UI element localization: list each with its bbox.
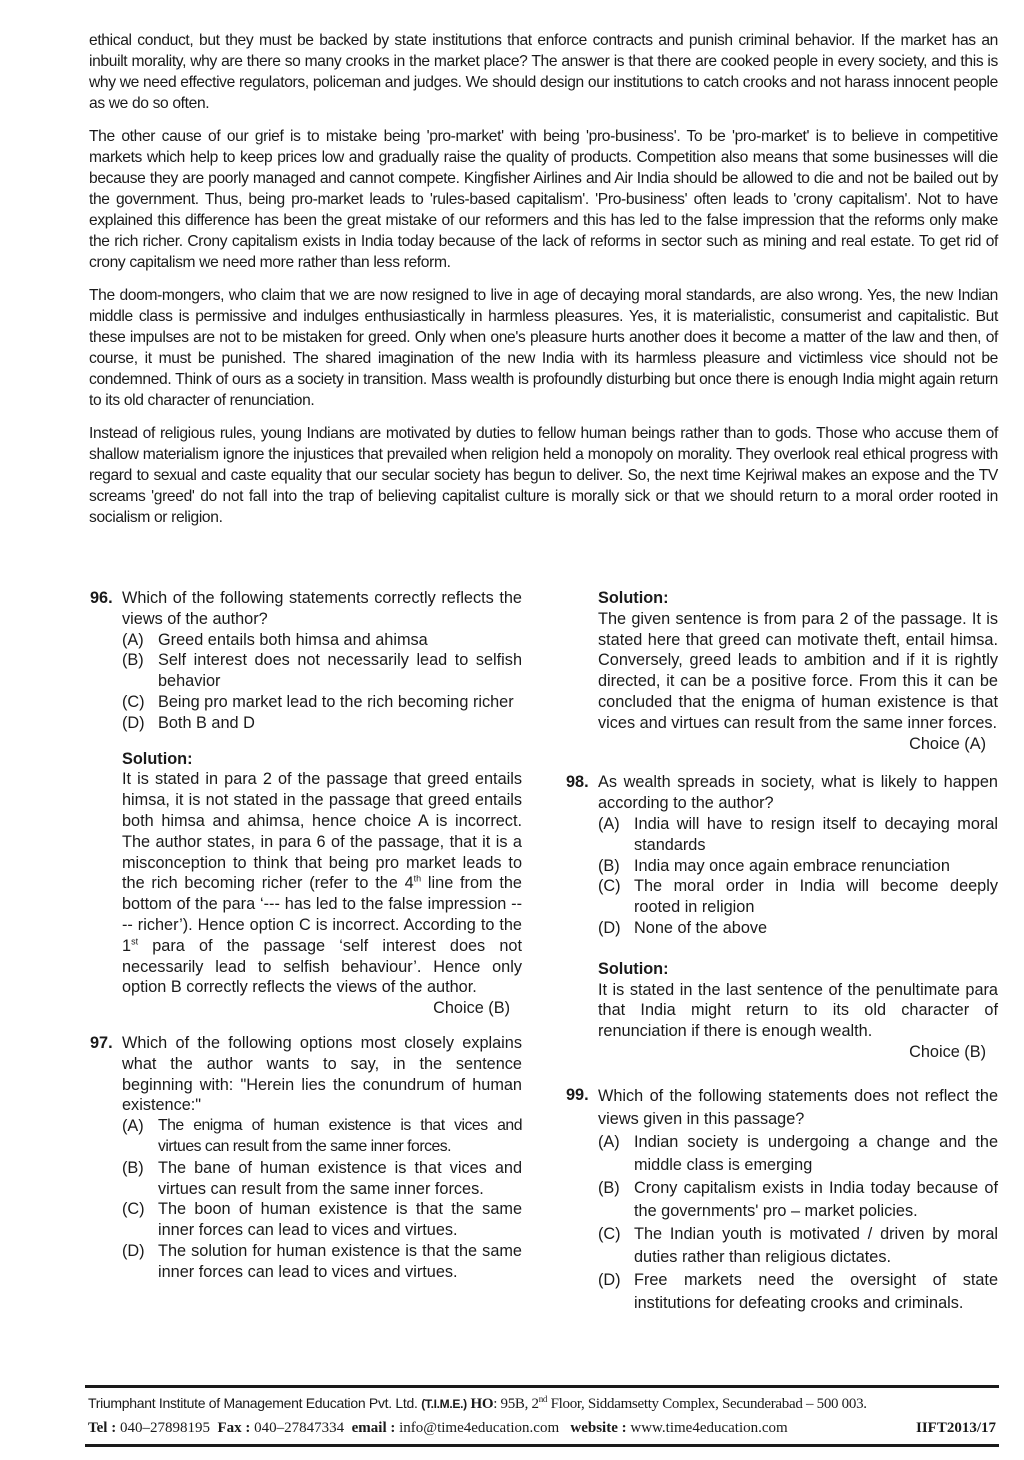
question-text: Which of the following options most closely explains what the author wants to say, in the sentence beginning with: "Herein lies the conundrum of human existence:" xyxy=(122,1033,522,1115)
option-c: (C) The moral order in India will become deeply rooted in religion xyxy=(598,877,998,917)
passage xyxy=(89,30,998,540)
option-b: (B) The bane of human existence is that vices and virtues can result from the same inner forces. xyxy=(122,1158,522,1198)
answer-choice: Choice (B) xyxy=(909,1042,986,1061)
solution-98 xyxy=(598,959,998,1063)
option-c: (C) Being pro market lead to the rich becoming richer xyxy=(122,692,514,711)
website-link[interactable]: www.time4education.com xyxy=(630,1420,788,1436)
passage-paragraph: ethical conduct, but they must be backed by state institutions that enforce contracts and punish criminal behavior. If the market has an inbuilt morality, why are there so many crooks in the market place? The answer is that there are cooked people in every society, and this is why we need effective regulators, policeman and judges. We should design our institutions to catch crooks and not harass innocent people as we do so often. xyxy=(89,32,998,112)
page-footer xyxy=(85,1385,999,1447)
footer-address-line: Triumphant Institute of Management Education Pvt. Ltd. (T.I.M.E.) HO: 95B, 2nd Floor, Siddamsetty Complex, Secunderabad – 500 003. xyxy=(88,1394,867,1412)
question-text: Which of the following statements does not reflect the views given in this passage? xyxy=(598,1086,998,1128)
option-a: (A) The enigma of human existence is that vices and virtues can result from the same inner forces. xyxy=(122,1117,522,1155)
option-a: (A) Indian society is undergoing a change and the middle class is emerging xyxy=(598,1132,998,1174)
option-d: (D) None of the above xyxy=(598,918,768,937)
right-column xyxy=(566,588,998,1315)
option-d: (D) Both B and D xyxy=(122,713,255,732)
question-text: Which of the following statements correctly reflects the views of the author? xyxy=(122,589,522,628)
answer-choice: Choice (A) xyxy=(909,734,986,753)
solution-96 xyxy=(122,749,522,1019)
question-number: 96. xyxy=(90,589,113,607)
question-97 xyxy=(90,1033,522,1283)
solution-heading: Solution: xyxy=(122,749,193,768)
solution-97 xyxy=(598,588,998,754)
question-text: As wealth spreads in society, what is likely to happen according to the author? xyxy=(598,773,998,813)
option-d: (D) Free markets need the oversight of state institutions for defeating crooks and criminals. xyxy=(598,1270,998,1312)
answer-choice: Choice (B) xyxy=(433,999,510,1018)
passage-paragraph: Instead of religious rules, young Indians are motivated by duties to fellow human beings rather than to gods. Those who accuse them of shallow materialism ignore the injustices that prevailed when religion held a monopoly on morality. They overlook real ethical progress with regard to sexual and caste equality that our secular society has begun to deliver. So, the next time Kejriwal makes an expose and the TV screams 'greed' do not fall into the trap of believing capitalist culture is morally sick or that we should return to a moral order rooted in socialism or religion. xyxy=(89,425,998,526)
option-b: (B) India may once again embrace renunciation xyxy=(598,856,950,875)
solution-heading: Solution: xyxy=(598,589,669,607)
option-d: (D) The solution for human existence is that the same inner forces can lead to vices and virtues. xyxy=(122,1241,522,1281)
option-b: (B) Self interest does not necessarily lead to selfish behavior xyxy=(122,651,522,691)
question-98 xyxy=(566,772,998,938)
left-column xyxy=(90,588,522,1283)
option-b: (B) Crony capitalism exists in India today because of the governments' pro – market policies. xyxy=(598,1178,998,1220)
question-number: 99. xyxy=(566,1085,589,1104)
solution-text: It is stated in the last sentence of the penultimate para that India might return to its old character of renunciation if there is enough wealth. xyxy=(598,980,998,1041)
passage-paragraph: The other cause of our grief is to mistake being 'pro-market' with being 'pro-business'. To be 'pro-market' is to believe in competitive markets which help to keep prices low and gradually raise the quality of products. Competition also means that some businesses will die because they are poorly managed and cannot compete. Kingfisher Airlines and Air India should be allowed to die and not be bailed out by the government. Thus, being pro-market leads to 'rules-based capitalism'. 'Pro-business' often leads to 'crony capitalism'. Not to have explained this difference has been the great mistake of our reformers and this has led to the false impression that the reforms only make the rich richer. Crony capitalism exists in India today because of the lack of reforms in sector such as mining and real estate. To get rid of crony capitalism we need more rather than less reform. xyxy=(89,128,998,271)
question-96 xyxy=(90,588,522,734)
passage-paragraph: The doom-mongers, who claim that we are now resigned to live in age of decaying moral standards, are also wrong. Yes, the new Indian middle class is permissive and indulges enthusiastically in harmless pleasures. Yes, it is materialistic, consumerist and capitalistic. But these impulses are not to be mistaken for greed. Only when one's pleasure hurts another does it become a matter of the law and then, of course, it must be punished. The shared imagination of the new India with its harmless pleasure and victimless vice should not be condemned. Think of ours as a society in transition. Mass wealth is profoundly disturbing but once there is enough India might again return to its old character of renunciation. xyxy=(89,287,998,409)
fax: 040–27847334 xyxy=(254,1420,345,1436)
page-code: IIFT2013/17 xyxy=(915,1420,996,1436)
company-abbr: (T.I.M.E.) xyxy=(421,1397,467,1411)
option-a: (A) Greed entails both himsa and ahimsa xyxy=(122,630,428,649)
solution-text: The given sentence is from para 2 of the passage. It is stated here that greed can motivate theft, entail himsa. Conversely, greed leads to ambition and if it is rightly directed, it can be a positive force. From this it can be concluded that the enigma of human existence is that vices and virtues can result from the same inner forces. xyxy=(598,609,998,732)
email-link[interactable]: info@time4education.com xyxy=(399,1420,560,1436)
question-number: 98. xyxy=(566,773,589,792)
option-c: (C) The Indian youth is motivated / driven by moral duties rather than religious dictates. xyxy=(598,1224,998,1266)
option-c: (C) The boon of human existence is that the same inner forces can lead to vices and virtues. xyxy=(122,1200,522,1240)
ho-label: HO xyxy=(470,1396,494,1412)
footer-contact-line: Tel : 040–27898195 Fax : 040–27847334 email : info@time4education.com website : www.time4education.com IIFT2013/17 xyxy=(88,1417,996,1439)
question-number: 97. xyxy=(90,1033,113,1052)
company-name: Triumphant Institute of Management Education Pvt. Ltd. xyxy=(88,1395,418,1411)
telephone: 040–27898195 xyxy=(119,1420,210,1436)
option-a: (A) India will have to resign itself to decaying moral standards xyxy=(598,814,998,854)
question-99 xyxy=(566,1085,998,1315)
solution-heading: Solution: xyxy=(598,959,669,978)
solution-text: It is stated in para 2 of the passage that greed entails himsa, it is not stated in the passage that greed entails both himsa and ahimsa, hence choice A is incorrect. The author states, in para 6 of the passage, that it is a misconception to think that being pro market leads to the rich becoming richer (refer to the 4th line from the bottom of the para ‘--- has led to the false impression ---- richer’). Hence option C is incorrect. According to the 1st para of the passage ‘self interest does not necessarily lead to selfish behaviour’. Hence only option B correctly reflects the views of the author. xyxy=(122,770,522,997)
